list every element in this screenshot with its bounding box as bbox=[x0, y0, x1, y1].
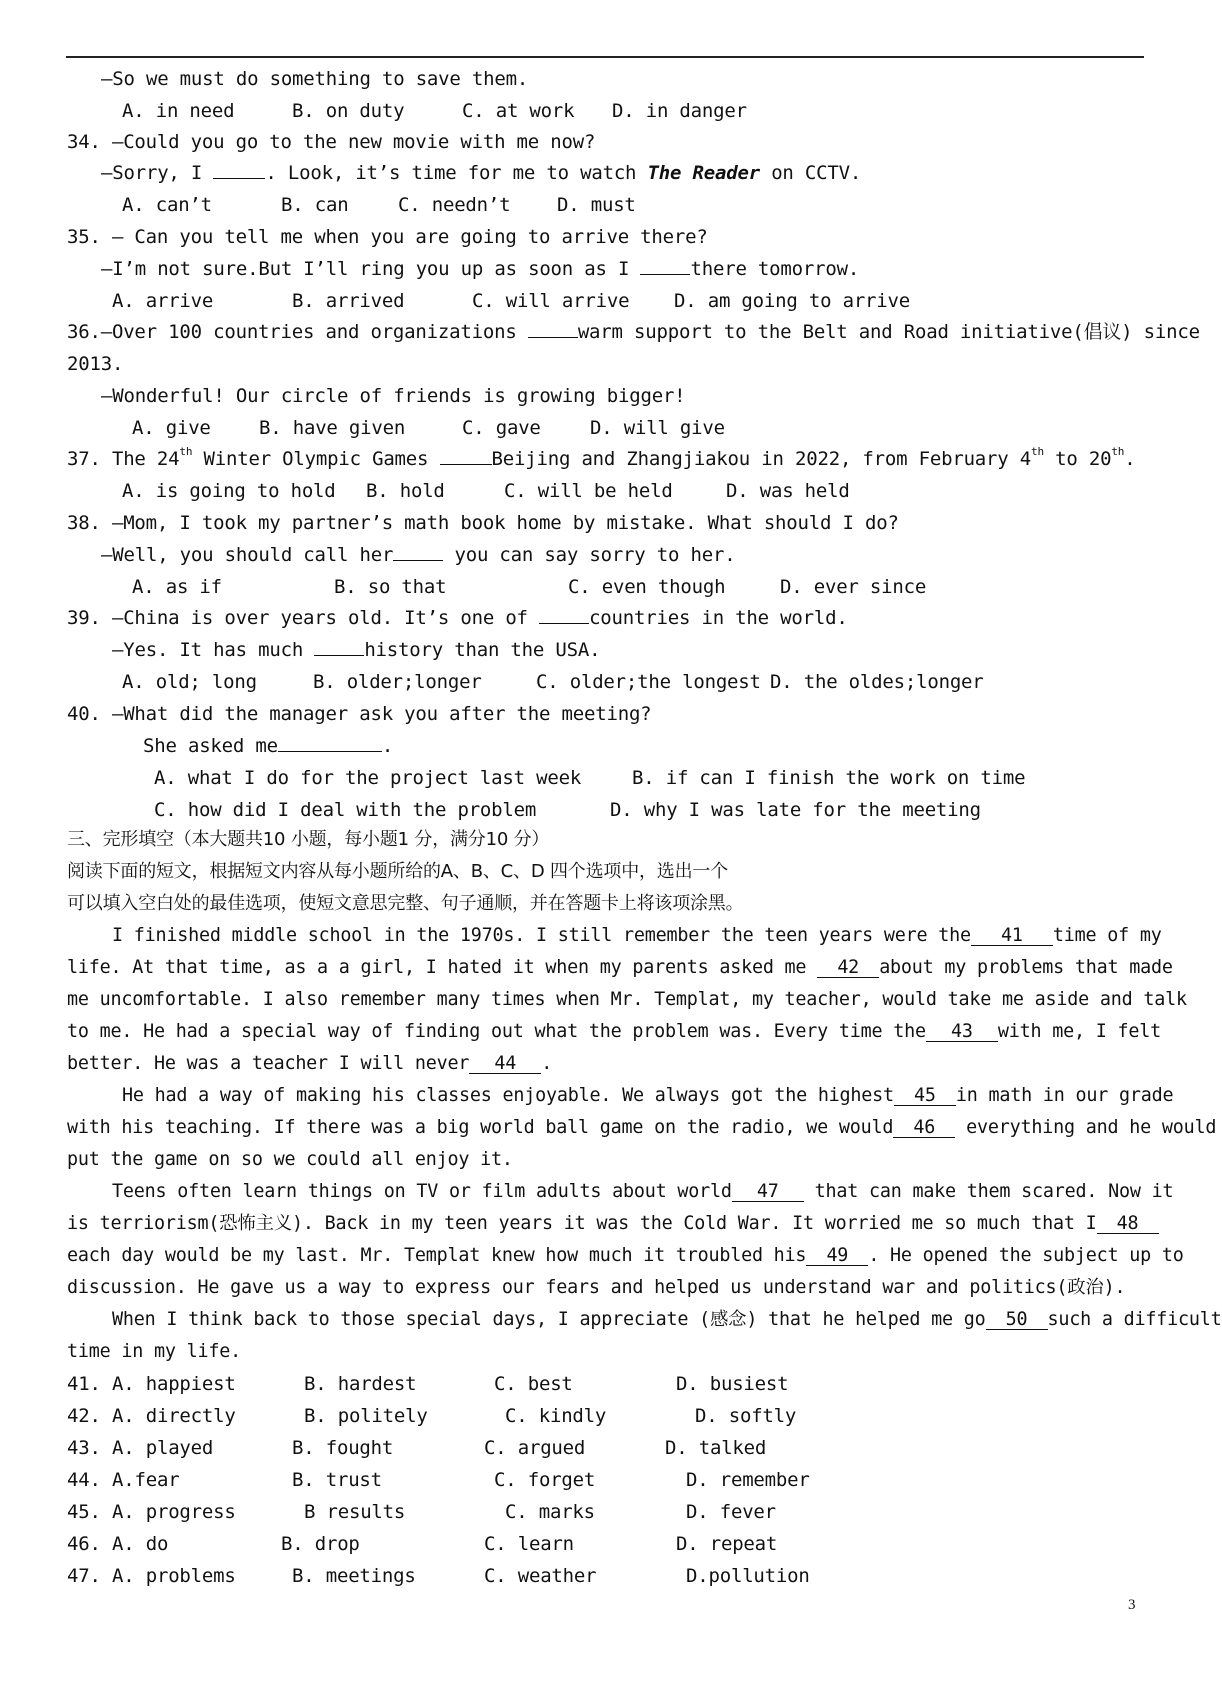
q35-answer-a: —I’m not sure.But I’ll ring you up as soon as I bbox=[101, 258, 630, 280]
q33-stem: —So we must do something to save them. bbox=[101, 68, 529, 90]
cloze-option-a: A. happiest bbox=[112, 1373, 236, 1395]
q38-answer-b: you can say sorry to her. bbox=[454, 544, 736, 566]
cloze-option-c: C. learn bbox=[484, 1533, 574, 1555]
passage-text: is terriorism(恐怖主义). Back in my teen years it was the Cold War. It worried me so much that I bbox=[67, 1213, 1097, 1234]
q34-option-a: A. can’t bbox=[122, 194, 212, 216]
q36-option-c: C. gave bbox=[462, 417, 541, 439]
passage-text: everything and he would bbox=[966, 1117, 1217, 1138]
q37-sup-1: th bbox=[179, 444, 193, 458]
q40-blank bbox=[278, 751, 382, 752]
passage-line bbox=[67, 1021, 1161, 1043]
section-instructions-2: 可以填入空白处的最佳选项，使短文意思完整、句子通顺，并在答题卡上将该项涂黑。 bbox=[67, 893, 744, 914]
q35-option-a: A. arrive bbox=[112, 290, 214, 312]
passage-line bbox=[112, 925, 1162, 947]
passage-text: discussion. He gave us a way to express our fears and helped us understand war and politics(政治). bbox=[67, 1277, 1126, 1298]
cloze-option-number: 43. bbox=[67, 1437, 101, 1459]
cloze-option-number: 47. bbox=[67, 1565, 101, 1587]
q40-option-c: C. how did I deal with the problem bbox=[154, 799, 537, 821]
q34-question: 34. —Could you go to the new movie with me now? bbox=[67, 131, 596, 153]
passage-text: each day would be my last. Mr. Templat knew how much it troubled his bbox=[67, 1245, 807, 1266]
q34-answer-b: . Look, it’s time for me to watch bbox=[265, 162, 637, 184]
q40-option-a: A. what I do for the project last week bbox=[154, 767, 582, 789]
passage-text: such a difficult bbox=[1047, 1309, 1222, 1330]
cloze-option-b: B. hardest bbox=[304, 1373, 417, 1395]
section-instructions-1: 阅读下面的短文，根据短文内容从每小题所给的A、B、C、D 四个选项中，选出一个 bbox=[67, 861, 729, 882]
q37-option-c: C. will be held bbox=[504, 480, 673, 502]
cloze-option-d: D. talked bbox=[665, 1437, 767, 1459]
passage-text: He had a way of making his classes enjoyable. We always got the highest bbox=[122, 1085, 894, 1106]
cloze-option-a: A. problems bbox=[112, 1565, 236, 1587]
q40-option-b: B. if can I finish the work on time bbox=[632, 767, 1026, 789]
q37-blank bbox=[440, 464, 492, 465]
cloze-option-c: C. marks bbox=[505, 1501, 595, 1523]
q38-option-b: B. so that bbox=[334, 576, 447, 598]
passage-text: to me. He had a special way of finding out what the problem was. Every time the bbox=[67, 1021, 926, 1042]
cloze-blank-48: 48 bbox=[1097, 1215, 1159, 1234]
q34-option-b: B. can bbox=[281, 194, 349, 216]
passage-text: . bbox=[541, 1053, 553, 1074]
q39-option-b: B. older;longer bbox=[313, 671, 482, 693]
cloze-option-d: D.pollution bbox=[686, 1565, 810, 1587]
cloze-option-d: D. softly bbox=[695, 1405, 797, 1427]
q35-option-b: B. arrived bbox=[292, 290, 405, 312]
cloze-option-d: D. fever bbox=[686, 1501, 776, 1523]
passage-line bbox=[67, 1213, 1159, 1235]
q35-option-d: D. am going to arrive bbox=[674, 290, 911, 312]
passage-text: with me, I felt bbox=[997, 1021, 1161, 1042]
q40-answer bbox=[143, 735, 393, 757]
passage-text: in math in our grade bbox=[955, 1085, 1174, 1106]
cloze-option-number: 45. bbox=[67, 1501, 101, 1523]
q34-option-c: C. needn’t bbox=[398, 194, 511, 216]
cloze-option-b: B. meetings bbox=[292, 1565, 416, 1587]
passage-text: life. At that time, as a a girl, I hated it when my parents asked me bbox=[67, 957, 807, 978]
q38-option-d: D. ever since bbox=[780, 576, 927, 598]
cloze-option-number: 42. bbox=[67, 1405, 101, 1427]
cloze-blank-43: 43 bbox=[926, 1023, 998, 1042]
q36-option-a: A. give bbox=[132, 417, 211, 439]
cloze-option-a: A. played bbox=[112, 1437, 214, 1459]
q34-answer-a: —Sorry, I bbox=[101, 162, 203, 184]
cloze-blank-41: 41 bbox=[971, 927, 1053, 946]
passage-line bbox=[67, 1149, 513, 1171]
q38-blank bbox=[393, 560, 443, 561]
cloze-blank-50: 50 bbox=[986, 1311, 1048, 1330]
cloze-option-b: B. fought bbox=[292, 1437, 394, 1459]
q39-question bbox=[67, 607, 848, 629]
cloze-option-c: C. argued bbox=[484, 1437, 586, 1459]
q36-question-b: warm support to the Belt and Road initiative(倡议) since bbox=[577, 321, 1200, 343]
cloze-option-number: 46. bbox=[67, 1533, 101, 1555]
passage-text: with his teaching. If there was a big world ball game on the radio, we would bbox=[67, 1117, 894, 1138]
q35-answer-b: there tomorrow. bbox=[690, 258, 860, 280]
cloze-option-b: B. trust bbox=[292, 1469, 382, 1491]
q36-option-b: B. have given bbox=[259, 417, 406, 439]
q39-answer bbox=[112, 639, 600, 661]
q34-answer bbox=[101, 162, 861, 184]
cloze-option-c: C. best bbox=[494, 1373, 573, 1395]
q37-question-b: Winter Olympic Games bbox=[203, 448, 429, 470]
passage-text: me uncomfortable. I also remember many times when Mr. Templat, my teacher, would take me aside and talk bbox=[67, 989, 1187, 1010]
q37-option-a: A. is going to hold bbox=[122, 480, 336, 502]
cloze-option-a: A. do bbox=[112, 1533, 169, 1555]
passage-text: time of my bbox=[1052, 925, 1162, 946]
cloze-blank-47: 47 bbox=[732, 1183, 804, 1202]
cloze-option-b: B. drop bbox=[281, 1533, 360, 1555]
passage-line bbox=[67, 1341, 241, 1363]
passage-line bbox=[67, 957, 1173, 979]
passage-text: When I think back to those special days, I appreciate (感念) that he helped me go bbox=[112, 1309, 986, 1330]
cloze-option-c: C. forget bbox=[494, 1469, 596, 1491]
passage-line bbox=[67, 1245, 1184, 1267]
q36-option-d: D. will give bbox=[590, 417, 725, 439]
passage-line bbox=[112, 1309, 1222, 1331]
q35-question: 35. — Can you tell me when you are going to arrive there? bbox=[67, 226, 708, 248]
q38-question: 38. —Mom, I took my partner’s math book home by mistake. What should I do? bbox=[67, 512, 899, 534]
cloze-option-a: A. progress bbox=[112, 1501, 236, 1523]
q33-option-b: B. on duty bbox=[292, 100, 405, 122]
q36-question-a: 36.—Over 100 countries and organizations bbox=[67, 321, 517, 343]
cloze-blank-42: 42 bbox=[817, 959, 879, 978]
q38-answer-a: —Well, you should call her bbox=[101, 544, 394, 566]
q40-question: 40. —What did the manager ask you after the meeting? bbox=[67, 703, 652, 725]
q36-blank bbox=[528, 337, 578, 338]
q34-blank bbox=[213, 178, 265, 179]
q38-option-c: C. even though bbox=[568, 576, 726, 598]
cloze-option-d: D. remember bbox=[686, 1469, 810, 1491]
passage-text: Teens often learn things on TV or film adults about world bbox=[112, 1181, 732, 1202]
q40-answer-a: She asked me bbox=[143, 735, 278, 757]
q39-question-a: 39. —China is over years old. It’s one of bbox=[67, 607, 528, 629]
q37-sup-2: th bbox=[1031, 444, 1044, 458]
q33-option-a: A. in need bbox=[122, 100, 235, 122]
cloze-blank-45: 45 bbox=[894, 1087, 956, 1106]
q35-blank bbox=[640, 274, 690, 275]
q33-option-c: C. at work bbox=[462, 100, 575, 122]
q37-option-b: B. hold bbox=[366, 480, 445, 502]
cloze-option-d: D. busiest bbox=[676, 1373, 789, 1395]
q36-reply: —Wonderful! Our circle of friends is growing bigger! bbox=[101, 385, 686, 407]
q34-option-d: D. must bbox=[557, 194, 636, 216]
passage-line bbox=[67, 1117, 1216, 1139]
q33-option-d: D. in danger bbox=[612, 100, 747, 122]
q35-answer bbox=[101, 258, 859, 280]
q38-option-a: A. as if bbox=[132, 576, 222, 598]
passage-text: I finished middle school in the 1970s. I still remember the teen years were the bbox=[112, 925, 971, 946]
cloze-option-c: C. kindly bbox=[505, 1405, 607, 1427]
cloze-option-a: A. directly bbox=[112, 1405, 236, 1427]
q37-option-d: D. was held bbox=[726, 480, 850, 502]
cloze-option-d: D. repeat bbox=[676, 1533, 778, 1555]
passage-line bbox=[122, 1085, 1173, 1107]
q37-question-e: . bbox=[1124, 448, 1136, 470]
passage-text: time in my life. bbox=[67, 1341, 241, 1362]
cloze-option-b: B. politely bbox=[304, 1405, 428, 1427]
cloze-blank-44: 44 bbox=[469, 1055, 541, 1074]
q37-question-a: 37. The 24 bbox=[67, 448, 180, 470]
q34-answer-c: on CCTV. bbox=[771, 162, 862, 184]
q40-option-d: D. why I was late for the meeting bbox=[610, 799, 981, 821]
cloze-option-number: 41. bbox=[67, 1373, 101, 1395]
q39-blank-1 bbox=[539, 623, 589, 624]
passage-text: better. He was a teacher I will never bbox=[67, 1053, 470, 1074]
cloze-option-b: B results bbox=[304, 1501, 406, 1523]
cloze-option-number: 44. bbox=[67, 1469, 101, 1491]
q37-question bbox=[67, 444, 1136, 470]
cloze-blank-46: 46 bbox=[893, 1119, 955, 1138]
passage-text: put the game on so we could all enjoy it. bbox=[67, 1149, 513, 1170]
q39-answer-b: history than the USA. bbox=[364, 639, 601, 661]
q39-answer-a: —Yes. It has much bbox=[112, 639, 304, 661]
cloze-blank-49: 49 bbox=[806, 1247, 868, 1266]
q39-option-a: A. old; long bbox=[122, 671, 257, 693]
q39-blank-2 bbox=[314, 655, 364, 656]
q37-question-c: Beijing and Zhangjiakou in 2022, from February 4 bbox=[491, 448, 1032, 470]
q35-option-c: C. will arrive bbox=[472, 290, 630, 312]
passage-line bbox=[67, 1277, 1125, 1299]
q39-option-c: C. older;the longest bbox=[536, 671, 761, 693]
q37-question-d: to 20 bbox=[1055, 448, 1112, 470]
page-number: 3 bbox=[1128, 1597, 1136, 1613]
passage-text: . He opened the subject up to bbox=[868, 1245, 1184, 1266]
passage-line bbox=[67, 989, 1187, 1011]
q40-answer-b: . bbox=[381, 735, 394, 757]
q37-sup-3: th bbox=[1111, 444, 1125, 458]
q39-option-d: D. the oldes;longer bbox=[770, 671, 984, 693]
passage-line bbox=[67, 1053, 552, 1075]
q39-question-b: countries in the world. bbox=[589, 607, 848, 629]
passage-text: about my problems that made bbox=[879, 957, 1173, 978]
cloze-option-c: C. weather bbox=[484, 1565, 597, 1587]
section-heading: 三、完形填空（本大题共10 小题，每小题1 分，满分10 分） bbox=[67, 829, 550, 850]
cloze-option-a: A.fear bbox=[112, 1469, 180, 1491]
passage-line bbox=[112, 1181, 1173, 1203]
passage-text: that can make them scared. Now it bbox=[814, 1181, 1174, 1202]
q36-question bbox=[67, 321, 1200, 343]
q38-answer bbox=[101, 544, 735, 566]
q34-tv-title: The Reader bbox=[647, 162, 760, 184]
q36-question-cont: 2013. bbox=[67, 353, 124, 375]
